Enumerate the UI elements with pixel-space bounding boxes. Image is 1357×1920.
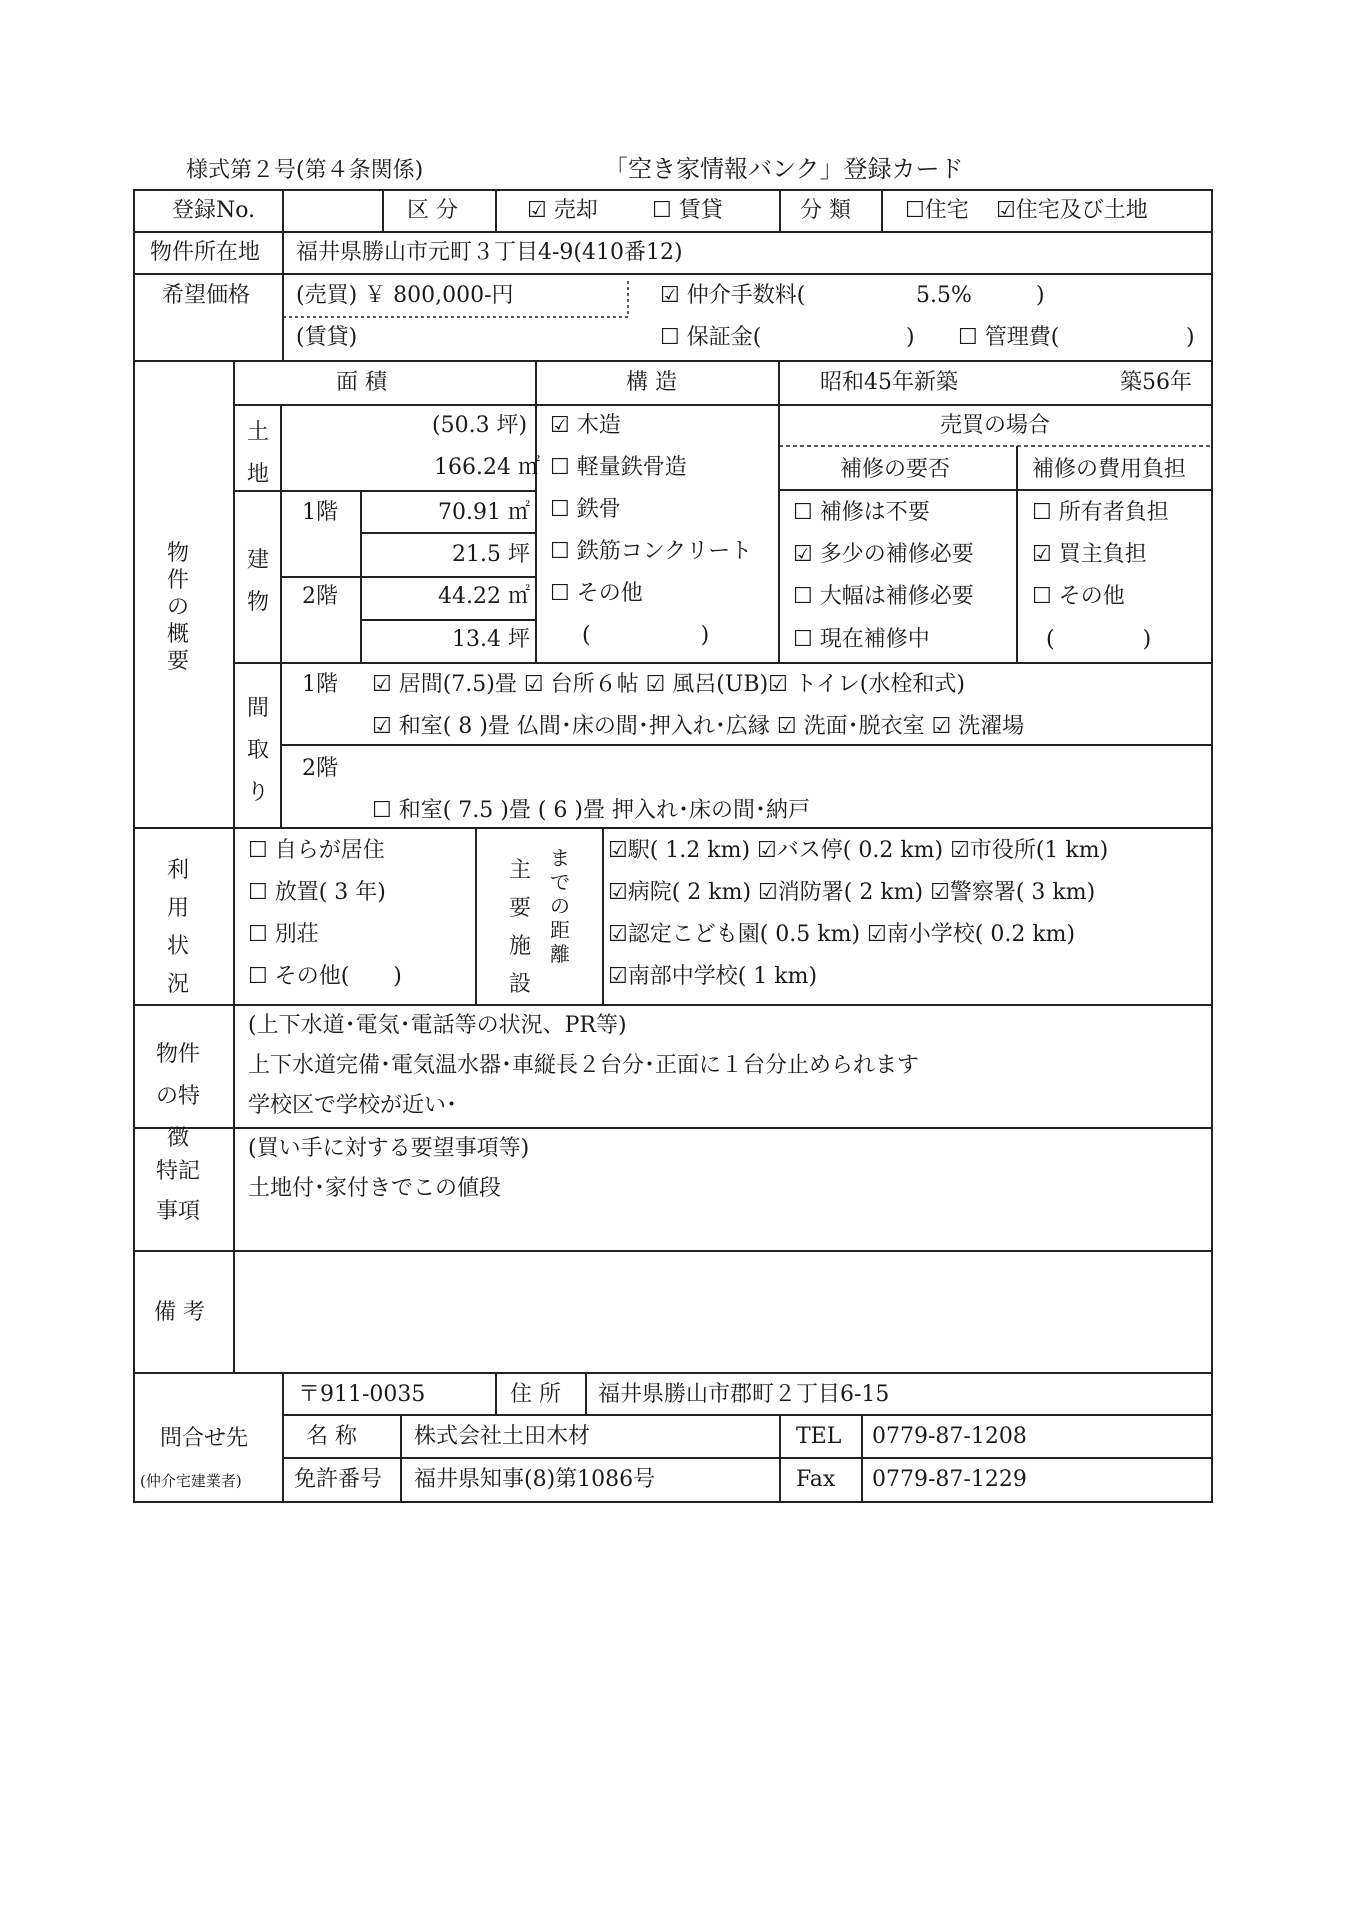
facility-line-2: ☑病院( 2 km) ☑消防署( 2 km) ☑警察署( 3 km) bbox=[608, 880, 1096, 905]
contact-label: 問合せ先 bbox=[160, 1426, 249, 1451]
usage-other[interactable]: ☐ その他( ) bbox=[248, 964, 402, 989]
floor1-tsubo: 21.5 坪 bbox=[452, 542, 530, 567]
company-name-label: 名 称 bbox=[306, 1424, 357, 1449]
floor1-label: 1階 bbox=[302, 500, 338, 525]
features-line-2: 学校区で学校が近い･ bbox=[248, 1093, 458, 1118]
layout-floor1-line2: ☑ 和室( 8 )畳 仏間･床の間･押入れ･広縁 ☑ 洗面･脱衣室 ☑ 洗濯場 bbox=[372, 714, 1025, 739]
form-title: 「空き家情報バンク」登録カード bbox=[604, 155, 964, 183]
area-header: 面 積 bbox=[336, 370, 387, 395]
license-number: 福井県知事(8)第1086号 bbox=[414, 1467, 656, 1492]
registration-label: 登録No. bbox=[172, 198, 256, 223]
tel-label: TEL bbox=[796, 1424, 842, 1449]
usage-villa[interactable]: ☐ 別荘 bbox=[248, 922, 319, 947]
floor2-m2: 44.22 ㎡ bbox=[438, 584, 530, 609]
postal-code: 〒911-0035 bbox=[298, 1382, 426, 1407]
commission-close: ) bbox=[1036, 283, 1045, 308]
cost-owner[interactable]: ☐ 所有者負担 bbox=[1032, 500, 1169, 525]
floor2-label: 2階 bbox=[302, 584, 338, 609]
management-fee-close: ) bbox=[1186, 325, 1195, 350]
repair-in-progress[interactable]: ☐ 現在補修中 bbox=[793, 627, 930, 652]
deposit-close: ) bbox=[906, 325, 915, 350]
land-m2: 166.24 ㎡ bbox=[434, 455, 540, 480]
land-label: 土地 bbox=[246, 420, 269, 487]
usage-vacant[interactable]: ☐ 放置( 3 年) bbox=[248, 880, 386, 905]
contact-address: 福井県勝山市郡町２丁目6-15 bbox=[598, 1382, 890, 1407]
commission-checkbox[interactable]: ☑ 仲介手数料( bbox=[660, 283, 806, 308]
distance-label: までの距離 bbox=[550, 846, 570, 966]
deposit-checkbox[interactable]: ☐ 保証金( bbox=[660, 325, 762, 350]
facility-line-4: ☑南部中学校( 1 km) bbox=[608, 964, 818, 989]
cost-other-blank: ( ) bbox=[1046, 627, 1152, 652]
structure-rc[interactable]: ☐ 鉄筋コンクリート bbox=[550, 539, 753, 564]
price-label: 希望価格 bbox=[162, 283, 251, 308]
features-line-1: 上下水道完備･電気温水器･車縦長２台分･正面に１台分止められます bbox=[248, 1053, 920, 1078]
license-label: 免許番号 bbox=[294, 1467, 383, 1492]
building-age: 築56年 bbox=[1120, 370, 1192, 395]
remarks-label: 備 考 bbox=[154, 1300, 205, 1325]
facility-label: 主要施設 bbox=[508, 858, 531, 997]
sale-price: (売買) ￥ 800,000-円 bbox=[296, 283, 514, 308]
form-number: 様式第２号(第４条関係) bbox=[186, 158, 424, 183]
repair-need-header: 補修の要否 bbox=[840, 457, 951, 482]
special-hint: (買い手に対する要望事項等) bbox=[248, 1136, 530, 1161]
facility-line-3: ☑認定こども園( 0.5 km) ☑南小学校( 0.2 km) bbox=[608, 922, 1076, 947]
structure-steel[interactable]: ☐ 鉄骨 bbox=[550, 497, 621, 522]
bunrui-label: 分 類 bbox=[800, 198, 851, 223]
address-label: 住 所 bbox=[510, 1382, 561, 1407]
usage-label: 利用状況 bbox=[166, 858, 189, 997]
features-hint: (上下水道･電気･電話等の状況、PR等) bbox=[248, 1013, 627, 1038]
layout-floor1-line1: ☑ 居間(7.5)畳 ☑ 台所６帖 ☑ 風呂(UB)☑ トイレ(水栓和式) bbox=[372, 672, 965, 697]
special-line-1: 土地付･家付きでこの値段 bbox=[248, 1176, 502, 1201]
sale-checkbox[interactable]: ☑ 売却 bbox=[527, 198, 598, 223]
rent-checkbox[interactable]: ☐ 賃貸 bbox=[652, 198, 723, 223]
company-name: 株式会社土田木材 bbox=[414, 1424, 591, 1449]
contact-sublabel: (仲介宅建業者) bbox=[140, 1472, 242, 1490]
commission-value: 5.5% bbox=[916, 283, 972, 308]
tel-number: 0779-87-1208 bbox=[872, 1424, 1027, 1449]
features-label: 物件の特徴 bbox=[155, 1042, 200, 1151]
usage-self-reside[interactable]: ☐ 自らが居住 bbox=[248, 838, 385, 863]
structure-other[interactable]: ☐ その他 bbox=[550, 581, 643, 606]
location-label: 物件所在地 bbox=[150, 240, 261, 265]
sale-case-header: 売買の場合 bbox=[940, 413, 1051, 438]
house-and-land-checkbox[interactable]: ☑住宅及び土地 bbox=[996, 198, 1148, 223]
structure-other-blank: ( ) bbox=[582, 623, 710, 648]
repair-minor[interactable]: ☑ 多少の補修必要 bbox=[793, 542, 974, 567]
layout-floor2-line1: ☐ 和室( 7.5 )畳 ( 6 )畳 押入れ･床の間･納戸 bbox=[372, 798, 810, 823]
floor2-tsubo: 13.4 坪 bbox=[452, 627, 530, 652]
layout-label: 間取り bbox=[246, 696, 269, 805]
repair-cost-header: 補修の費用負担 bbox=[1032, 457, 1187, 482]
fax-label: Fax bbox=[796, 1467, 836, 1492]
structure-wood[interactable]: ☑ 木造 bbox=[550, 413, 621, 438]
fax-number: 0779-87-1229 bbox=[872, 1467, 1027, 1492]
structure-light-steel[interactable]: ☐ 軽量鉄骨造 bbox=[550, 455, 687, 480]
layout-floor1-label: 1階 bbox=[302, 672, 338, 697]
rent-price: (賃貸) bbox=[296, 325, 358, 350]
house-checkbox[interactable]: ☐住宅 bbox=[905, 198, 969, 223]
repair-major[interactable]: ☐ 大幅は補修必要 bbox=[793, 584, 974, 609]
overview-label: 物件の概要 bbox=[166, 541, 189, 674]
special-label: 特記事項 bbox=[155, 1159, 200, 1224]
repair-not-needed[interactable]: ☐ 補修は不要 bbox=[793, 500, 930, 525]
kubun-label: 区 分 bbox=[407, 198, 458, 223]
management-fee-checkbox[interactable]: ☐ 管理費( bbox=[958, 325, 1060, 350]
built-year: 昭和45年新築 bbox=[820, 370, 958, 395]
layout-floor2-label: 2階 bbox=[302, 756, 338, 781]
structure-header: 構 造 bbox=[626, 370, 677, 395]
location-value: 福井県勝山市元町３丁目4-9(410番12) bbox=[296, 240, 683, 265]
building-label: 建物 bbox=[246, 548, 269, 615]
floor1-m2: 70.91 ㎡ bbox=[438, 500, 530, 525]
land-tsubo: (50.3 坪) bbox=[432, 413, 528, 438]
cost-other[interactable]: ☐ その他 bbox=[1032, 584, 1125, 609]
facility-line-1: ☑駅( 1.2 km) ☑バス停( 0.2 km) ☑市役所(1 km) bbox=[608, 838, 1109, 863]
cost-buyer[interactable]: ☑ 買主負担 bbox=[1032, 542, 1147, 567]
